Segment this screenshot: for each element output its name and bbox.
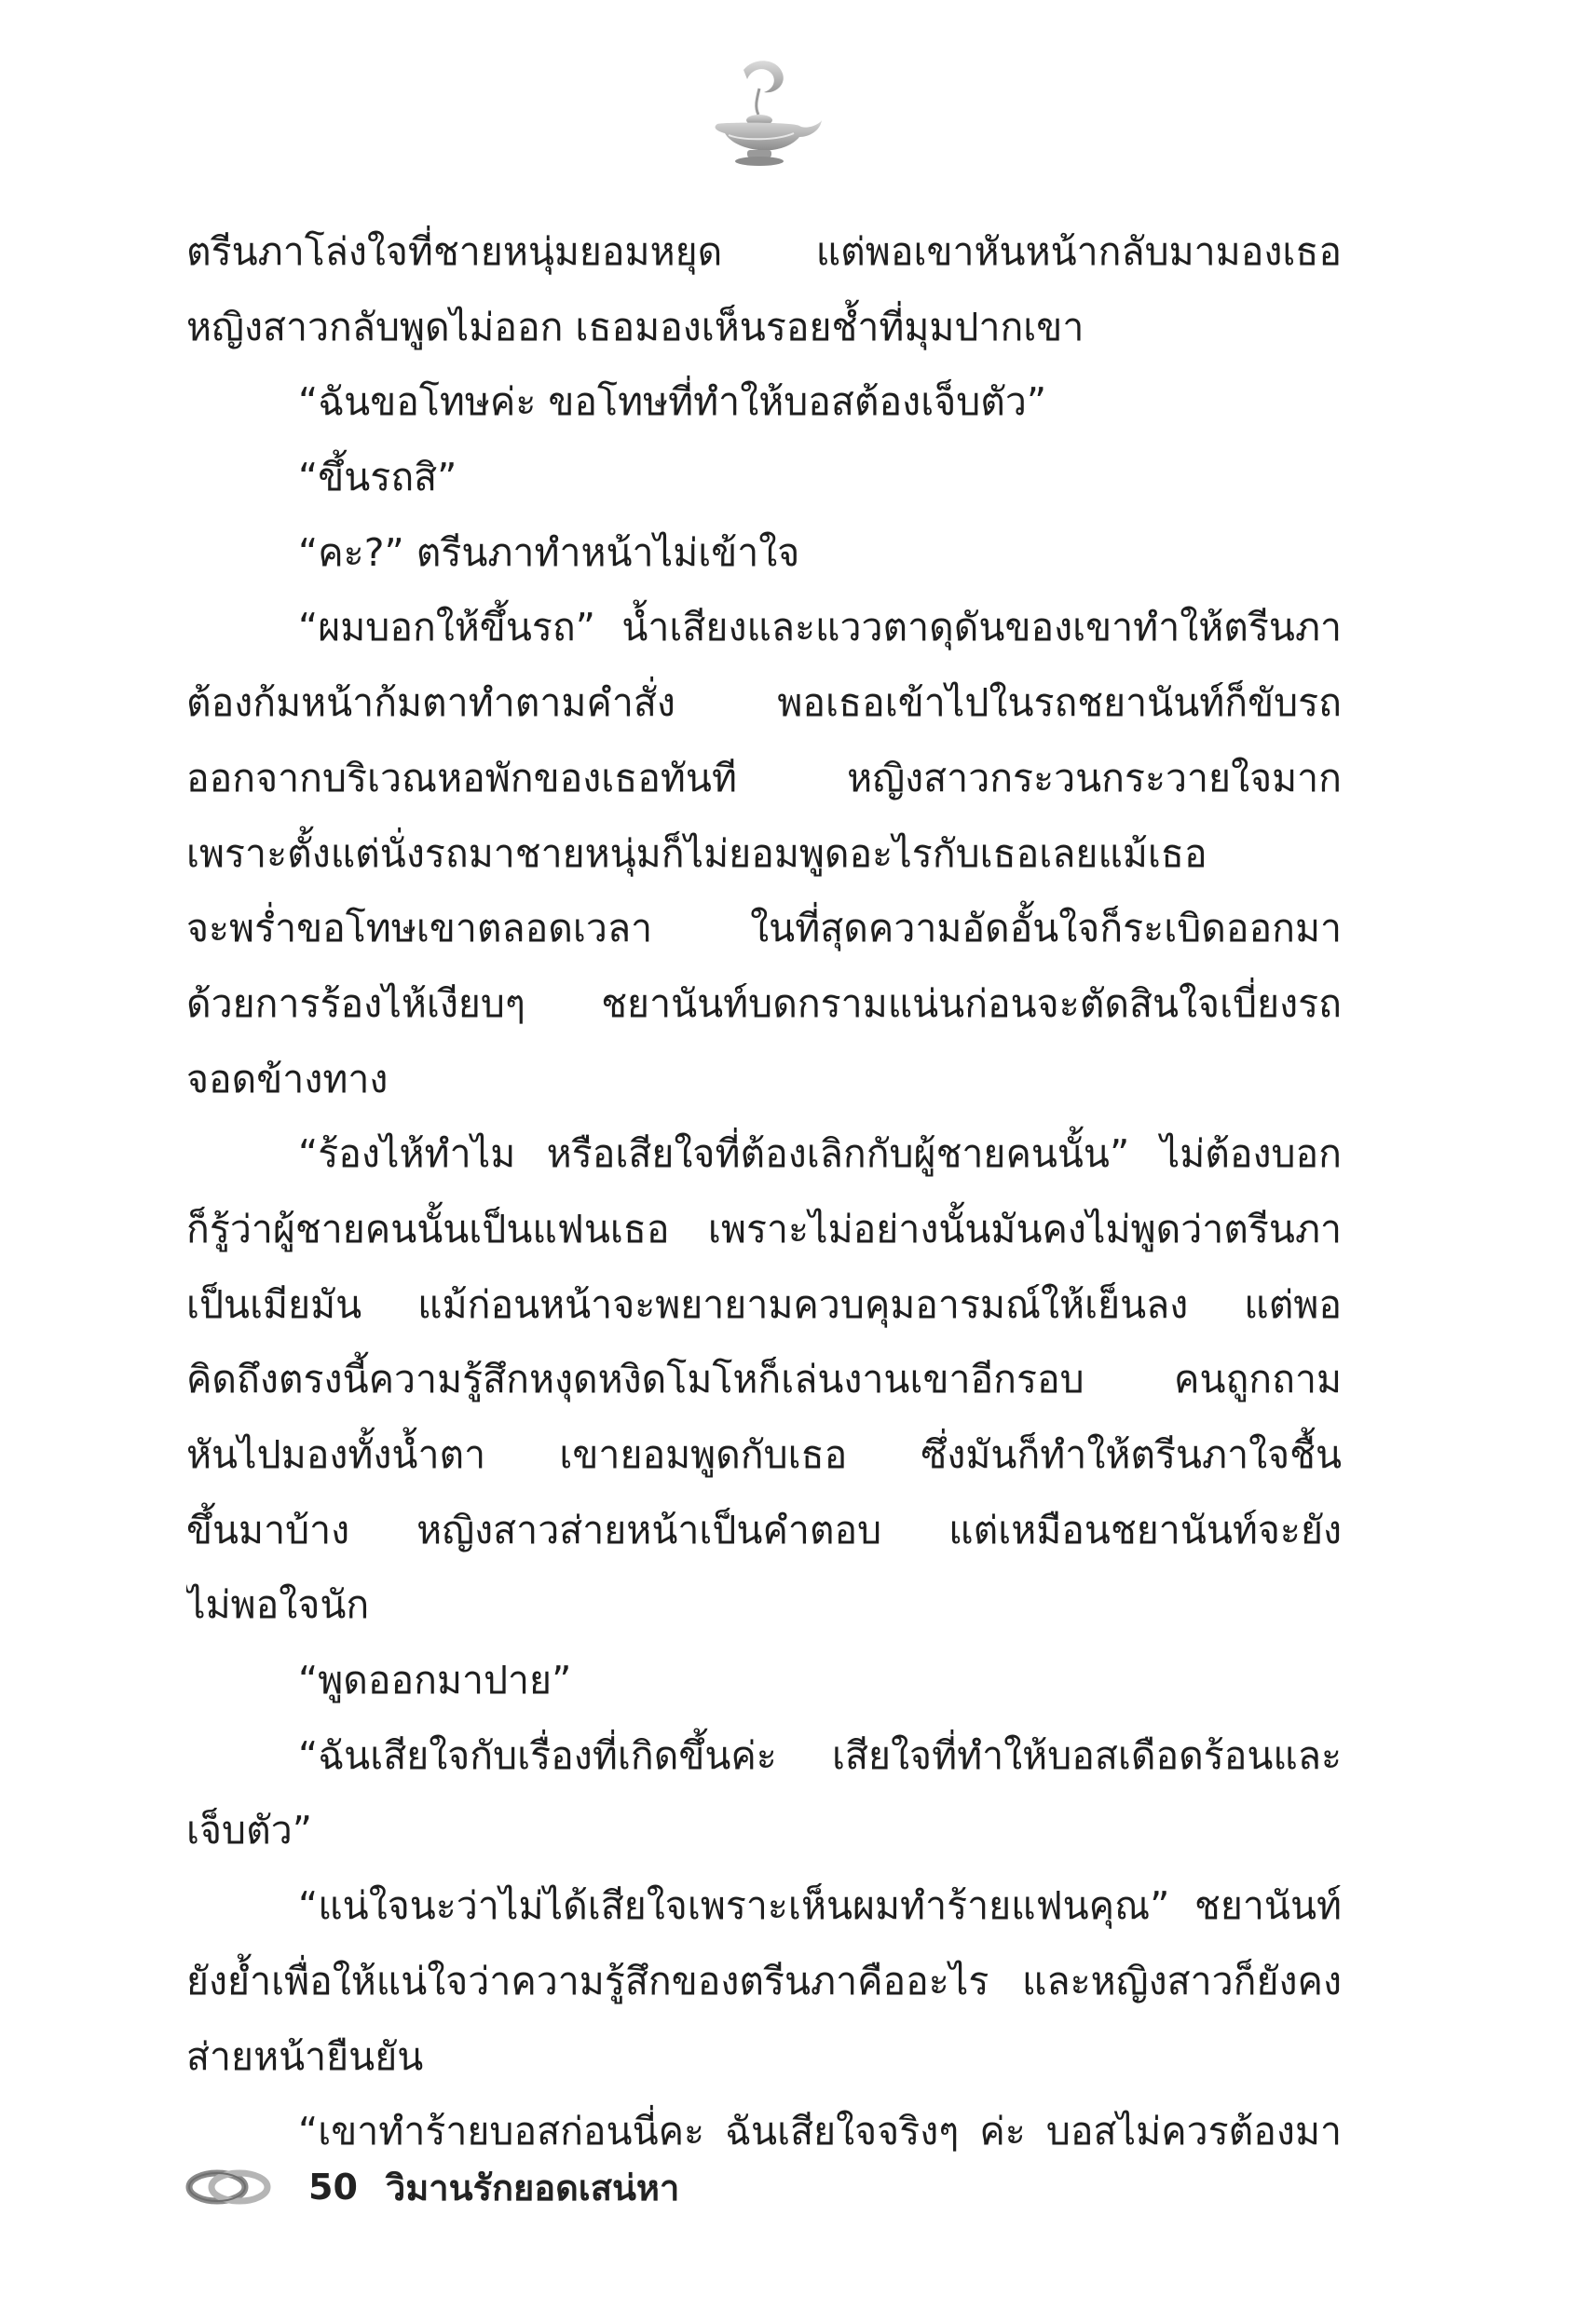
text-line: “เขาทำร้ายบอสก่อนนี่คะ ฉันเสียใจจริงๆ ค่ะ บอสไม่ควรต้องมา: [298, 2109, 1342, 2154]
text-line: ด้วยการร้องไห้เงียบๆ ชยานันท์บดกรามแน่นก่อนจะตัดสินใจเบี่ยงรถ: [186, 980, 1342, 1026]
text-line: ออกจากบริเวณหอพักของเธอทันที หญิงสาวกระวนกระวายใจมาก: [186, 755, 1342, 800]
text-line: ตรีนภาโล่งใจที่ชายหนุ่มยอมหยุด แต่พอเขาหันหน้ากลับมามองเธอ: [186, 229, 1342, 274]
text-line: เพราะตั้งแต่นั่งรถมาชายหนุ่มก็ไม่ยอมพูดอะไรกับเธอเลยแม้เธอ: [186, 830, 1207, 876]
text-line: ส่ายหน้ายืนยัน: [186, 2033, 424, 2079]
text-line: “ผมบอกให้ขึ้นรถ” น้ำเสียงและแววตาดุดันของเขาทำให้ตรีนภา: [298, 605, 1342, 650]
text-line: “ขึ้นรถสิ”: [298, 455, 457, 500]
genie-lamp-icon: [689, 51, 829, 172]
text-line: ยังย้ำเพื่อให้แน่ใจว่าความรู้สึกของตรีนภาคืออะไร และหญิงสาวก็ยังคง: [186, 1958, 1342, 2003]
body-text: [186, 214, 1342, 2169]
text-line: คิดถึงตรงนี้ความรู้สึกหงุดหงิดโมโหก็เล่นงานเขาอีกรอบ คนถูกถาม: [186, 1357, 1342, 1402]
text-line: “แน่ใจนะว่าไม่ได้เสียใจเพราะเห็นผมทำร้ายแฟนคุณ” ชยานันท์: [298, 1883, 1342, 1929]
page-footer: [182, 2154, 679, 2220]
text-line: หญิงสาวกลับพูดไม่ออก เธอมองเห็นรอยช้ำที่มุมปากเขา: [186, 304, 1084, 349]
book-title: วิมานรักยอดเสน่หา: [385, 2167, 680, 2208]
text-line: เป็นเมียมัน แม้ก่อนหน้าจะพยายามควบคุมอารมณ์ให้เย็นลง แต่พอ: [186, 1281, 1342, 1327]
text-line: “ฉันขอโทษค่ะ ขอโทษที่ทำให้บอสต้องเจ็บตัว”: [298, 379, 1047, 425]
text-line: ก็รู้ว่าผู้ชายคนนั้นเป็นแฟนเธอ เพราะไม่อย่างนั้นมันคงไม่พูดว่าตรีนภา: [186, 1206, 1342, 1251]
ring-swirl-icon: [182, 2164, 275, 2210]
text-line: หันไปมองทั้งน้ำตา เขายอมพูดกับเธอ ซึ่งมันก็ทำให้ตรีนภาใจชื้น: [186, 1432, 1342, 1477]
page-number: 50: [308, 2167, 358, 2208]
text-line: “พูดออกมาปาย”: [298, 1658, 572, 1703]
text-line: ไม่พอใจนัก: [186, 1582, 370, 1628]
text-line: “คะ?” ตรีนภาทำหน้าไม่เข้าใจ: [298, 529, 800, 575]
text-line: เจ็บตัว”: [186, 1808, 312, 1853]
text-line: ขึ้นมาบ้าง หญิงสาวส่ายหน้าเป็นคำตอบ แต่เหมือนชยานันท์จะยัง: [186, 1507, 1342, 1552]
text-line: จอดข้างทาง: [186, 1056, 389, 1101]
text-line: “ฉันเสียใจกับเรื่องที่เกิดขึ้นค่ะ เสียใจที่ทำให้บอสเดือดร้อนและ: [298, 1732, 1342, 1778]
text-line: ต้องก้มหน้าก้มตาทำตามคำสั่ง พอเธอเข้าไปในรถชยานันท์ก็ขับรถ: [186, 680, 1342, 726]
text-line: “ร้องไห้ทำไม หรือเสียใจที่ต้องเลิกกับผู้ชายคนนั้น” ไม่ต้องบอก: [298, 1131, 1342, 1177]
text-line: จะพร่ำขอโทษเขาตลอดเวลา ในที่สุดความอัดอั้นใจก็ระเบิดออกมา: [186, 906, 1342, 951]
